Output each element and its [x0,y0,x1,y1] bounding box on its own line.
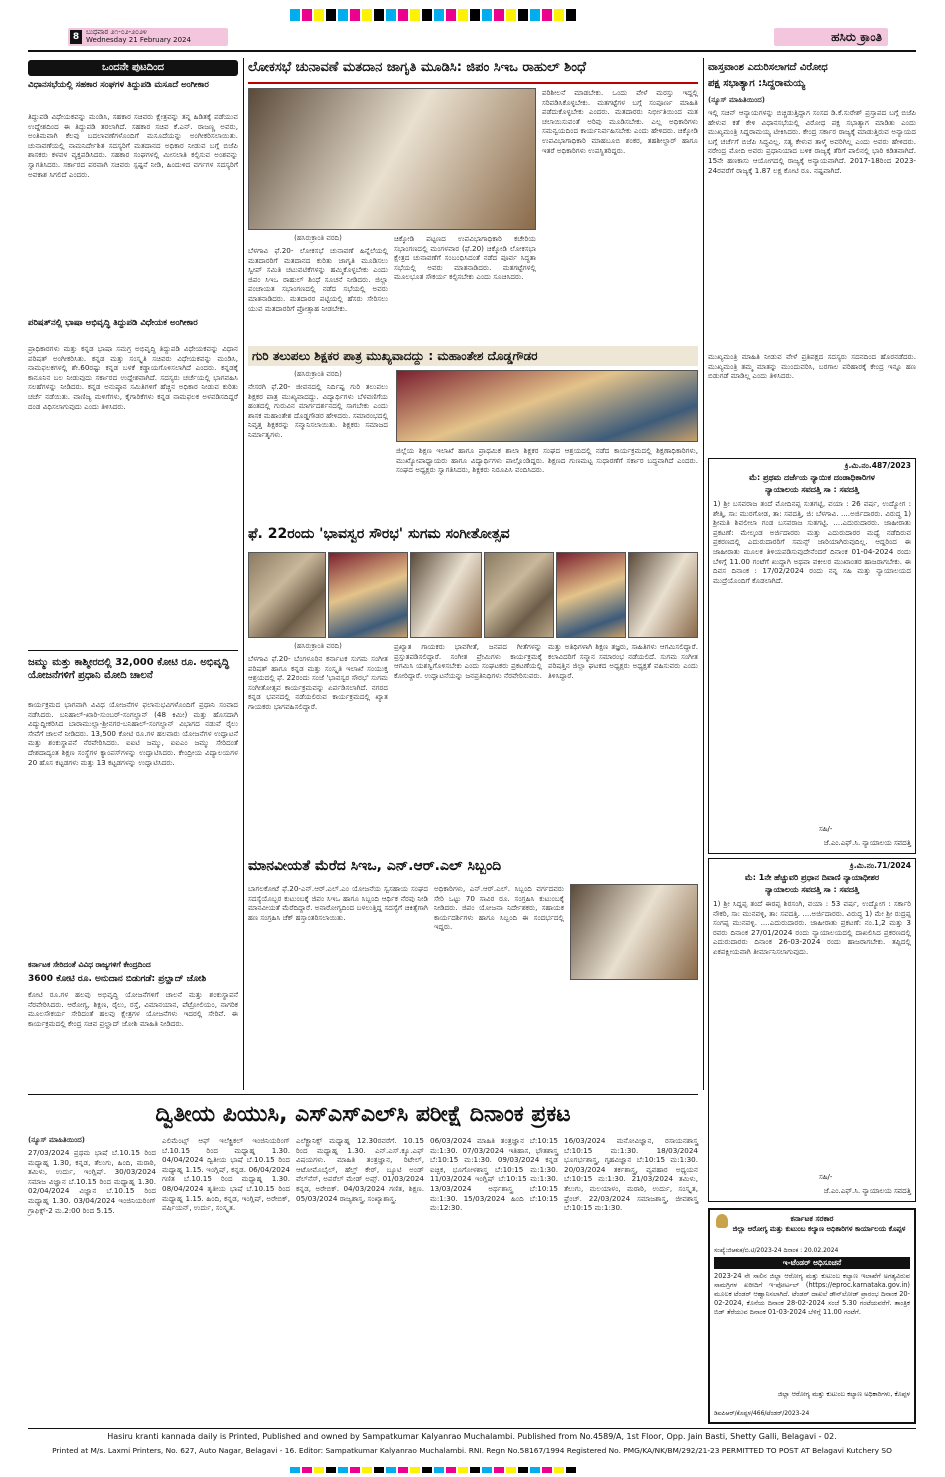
registration-swatch [290,1467,300,1473]
court-notice-2 [708,858,916,1202]
singer-photo-4 [484,552,554,638]
main4-body-1: ಬಾಗಲಕೋಟೆ ಫೆ.20-ಎನ್.ಆರ್.ಎಲ್.ಎಂ ಯೋಜನೆಯ ಸ್ವಸಹಾಯ ಸಂಘದ ಸದಸ್ಯೆಯೊಬ್ಬರ ಕುಟುಂಬಕ್ಕೆ ಜಿಪಂ ಸಿಇಒ ಹಾಗೂ ಸಿಬ್ಬಂದಿ ಆರ್ಥಿಕ ನೆರವು ನೀಡಿ ಮಾನವೀಯತೆ ಮೆರೆದಿದ್ದಾರೆ. ಅನಾರೋಗ್ಯದಿಂದ ಬಳಲುತ್ತಿದ್ದ ಸದಸ್ಯೆಗೆ ಚಿಕಿತ್ಸೆಗಾಗಿ ಹಣ ಸಂಗ್ರಹಿಸಿ ಚೆಕ್ ಹಸ್ತಾಂತರಿಸಲಾಯಿತು. [248,884,431,922]
registration-swatch [470,9,480,21]
notice2-sign-1: ಸಹಿ/- [819,1173,833,1181]
notice1-sign-2: ಜೆ.ಎಂ.ಎಫ್.ಸಿ. ನ್ಯಾಯಾಲಯ ಸವದತ್ತಿ [823,839,911,847]
col1-body-3: ಕಾರ್ಯಕ್ರಮದ ಭಾಗವಾಗಿ ವಿವಿಧ ಯೋಜನೆಗಳ ಫಲಾನುಭವಿಗಳೊಂದಿಗೆ ಪ್ರಧಾನಿ ಸಂವಾದ ನಡೆಸಿದರು. ಬನಿಹಾಲ್-ಖಾರಿ-ಸುಂಬರ್-ಸಂಗಲ್ದಾನ್ (48 ಕಿಮೀ) ಮತ್ತು ಹೊಸದಾಗಿ ವಿದ್ಯುದ್ದೀಕರಿಸಿದ ಬಾರಾಮುಲ್ಲಾ-ಶ್ರೀನಗರ-ಬನಿಹಾಲ್-ಸಂಗಲ್ದಾನ್ ವಿಭಾಗದ ನಡುವೆ ರೈಲು ಸೇವೆಗೆ ಚಾಲನೆ ನೀಡಿದರು. 13,500 ಕೋಟಿ ರೂ.ಗಳ ಹಲವಾರು ಯೋಜನೆಗಳ ಉದ್ಘಾಟನೆ ಮತ್ತು ಶಂಕುಸ್ಥಾಪನೆ ನೆರವೇರಿಸಿದರು. ಐಐಟಿ ಜಮ್ಮು, ಐಐಎಂ ಜಮ್ಮು ಸೇರಿದಂತೆ ದೇಶದಾದ್ಯಂತ ಶಿಕ್ಷಣ ಸಂಸ್ಥೆಗಳ ಕ್ಯಾಂಪಸ್‌ಗಳನ್ನು ಉದ್ಘಾಟಿಸಿದರು. ಕೇಂದ್ರೀಯ ವಿದ್ಯಾಲಯಗಳ 20 ಹೊಸ ಕಟ್ಟಡಗಳು ಮತ್ತು 13 ಕಟ್ಟಡಗಳನ್ನು ಉದ್ಘಾಟಿಸಿದರು. [28,700,241,767]
registration-swatch [314,9,324,21]
notice2-court-2: ನ್ಯಾಯಾಲಯ ಸವದತ್ತಿ ಸಾ : ಸವದತ್ತಿ [765,885,859,894]
col1-headline-3: ಜಮ್ಮು ಮತ್ತು ಕಾಶ್ಮೀರದಲ್ಲಿ 32,000 ಕೋಟಿ ರೂ. ಅಭಿವೃದ್ಧಿ ಯೋಜನೆಗಳಿಗೆ ಪ್ರಧಾನಿ ಮೋದಿ ಚಾಲನೆ [28,657,230,681]
exam-col-1: 27/03/2024 ಪ್ರಥಮ ಭಾಷೆ ಬೆ.10.15 ರಿಂದ ಮಧ್ಯಾಹ್ನ 1.30, ಕನ್ನಡ, ತೆಲುಗು, ಹಿಂದಿ, ಮರಾಠಿ, ತಮಿಳು, ಉರ್ದು, ಇಂಗ್ಲಿಷ್. 30/03/2024 ಸಮಾಜ ವಿಜ್ಞಾನ ಬೆ.10.15 ರಿಂದ ಮಧ್ಯಾಹ್ನ 1.30. 02/04/2024 ವಿಜ್ಞಾನ ಬೆ.10.15 ರಿಂದ ಮಧ್ಯಾಹ್ನ 1.30. 03/04/2024 ಇಂಜಿನಿಯರಿಂಗ್ ಗ್ರಾಫಿಕ್ಸ್-2 ಮ.2:00 ರಿಂದ 5.15. [28,1148,159,1215]
paper-name: ಹಸಿರು ಕ್ರಾಂತಿ [774,28,888,46]
main1-body-2: ಚಿಕ್ಕೋಡಿ ಪಟ್ಟಣದ ಉಪವಿಭಾಗಾಧಿಕಾರಿ ಕಚೇರಿಯ ಸಭಾಂಗಣದಲ್ಲಿ ಮಂಗಳವಾರ (ಫೆ.20) ಚಿಕ್ಕೋಡಿ ಲೋಕಸಭಾ ಕ್ಷೇತ್ರದ ಚುನಾವಣೆಗೆ ಸಂಬಂಧಿಸಿದಂತೆ ನಡೆದ ಪೂರ್ವ ಸಿದ್ಧತಾ ಸಭೆಯಲ್ಲಿ ಅವರು ಮಾತನಾಡಿದರು. ಮತಗಟ್ಟೆಗಳಲ್ಲಿ ಮೂಲಭೂತ ಸೌಕರ್ಯ ಕಲ್ಪಿಸಬೇಕು ಎಂದು ಸೂಚಿಸಿದರು. [394,234,539,282]
notice2-case-no: ಕ್ರಿ.ಮಿ.ನಂ.71/2024 [849,861,911,870]
main1-photo [248,88,536,230]
notice3-dept: ಜಿಲ್ಲಾ ಆರೋಗ್ಯ ಮತ್ತು ಕುಟುಂಬ ಕಲ್ಯಾಣ ಅಧಿಕಾರಿಗಳ ಕಾರ್ಯಾಲಯ ಕೊಪ್ಪಳ [732,1225,906,1233]
exam-headline: ದ್ವಿತೀಯ ಪಿಯುಸಿ, ಎಸ್‌ಎಸ್‌ಎಲ್‌ಸಿ ಪರೀಕ್ಷೆ ದಿನಾಂಕ ಪ್ರಕಟ [155,1102,571,1127]
date-english: Wednesday 21 February 2024 [86,36,191,44]
exam-top-rule [28,1094,698,1095]
registration-swatch [350,9,360,21]
registration-swatch [470,1467,480,1473]
right1-body-1: ಇಲ್ಲಿ ಸಚಿನ್ ಆನ್ಯಾಯಗಳನ್ನು ಬಿಚ್ಚಿಡುತ್ತಿದ್ದಾಗ ಸಂಸದ ಡಿ.ಕೆ.ಸುರೇಶ್ ಪ್ರಸ್ತಾಪದ ಬಗ್ಗೆ ಬಿಜೆಪಿ ಹೇಳುವ ಕತೆ ಕೇಳಿ ವಿಧಾನಸಭೆಯಲ್ಲಿ ವಿರೋಧ ಪಕ್ಷ ಸಭಾತ್ಯಾಗ ಮಾಡಿತು ಎಂದು ಮುಖ್ಯಮಂತ್ರಿ ಸಿದ್ದರಾಮಯ್ಯ ಟೀಕಿಸಿದರು. ಕೇಂದ್ರ ಸರ್ಕಾರ ರಾಜ್ಯಕ್ಕೆ ಮಾಡುತ್ತಿರುವ ಅನ್ಯಾಯದ ಬಗ್ಗೆ ಚರ್ಚೆಗೆ ಬಿಜೆಪಿ ಸಿದ್ಧವಿಲ್ಲ. ಸತ್ಯ ಕೇಳುವ ತಾಳ್ಮೆ ಅವರಿಗಿಲ್ಲ ಎಂದು ಅವರು ಹೇಳಿದರು. ನರೇಂದ್ರ ಮೋದಿ ಅವರು ಪ್ರಧಾನಿಯಾದ ಬಳಿಕ ರಾಜ್ಯಕ್ಕೆ ತೆರಿಗೆ ಪಾಲಿನಲ್ಲಿ ಭಾರಿ ಕಡಿತವಾಗಿದೆ. 15ನೇ ಹಣಕಾಸು ಆಯೋಗದಲ್ಲಿ ರಾಜ್ಯಕ್ಕೆ ಅನ್ಯಾಯವಾಗಿದೆ. 2017-18ರಿಂದ 2023-24ರವರೆಗೆ ರಾಜ್ಯಕ್ಕೆ 1.87 ಲಕ್ಷ ಕೋಟಿ ರೂ. ನಷ್ಟವಾಗಿದೆ. [708,108,919,175]
singer-photo-6 [628,552,698,638]
date-kannada: ಬುಧವಾರ ೨೧-೦೨-೨೦೨೪ [86,28,147,36]
registration-swatch [362,1467,372,1473]
main4-headline: ಮಾನವೀಯತೆ ಮೆರೆದ ಸಿಇಒ, ಎನ್.ಆರ್.ಎಲ್ ಸಿಬ್ಬಂದಿ [248,858,502,874]
col1-headline-4b: 3600 ಕೋಟಿ ರೂ. ಅನುದಾನ ಬಿಡುಗಡೆ: ಪ್ರಲ್ಹಾದ್ ಜೋಶಿ [28,974,207,984]
registration-swatch [338,9,348,21]
notice3-footer: ಡಿಐಪಿಆರ್/ಕೊಪ್ಪಳ/466/ಟೆಂಡರ್/2023-24 [714,1410,810,1417]
main3-body-2: ಪ್ರಖ್ಯಾತ ಗಾಯಕರು ಭಾವಗೀತೆ, ಜನಪದ ಗೀತೆಗಳನ್ನು ಪ್ರಸ್ತುತಪಡಿಸಲಿದ್ದಾರೆ. ಸಂಗೀತ ಪ್ರೇಮಿಗಳು ಕಾರ್ಯಕ್ರಮಕ್ಕೆ ಆಗಮಿಸಿ ಯಶಸ್ವಿಗೊಳಿಸಬೇಕು ಎಂದು ಸಂಘಟಕರು ಪ್ರಕಟಣೆಯಲ್ಲಿ ಕೋರಿದ್ದಾರೆ. ಉದ್ಘಾಟನೆಯನ್ನು ಜನಪ್ರತಿನಿಧಿಗಳು ನೆರವೇರಿಸುವರು. [394,642,545,680]
registration-swatch [494,9,504,21]
registration-swatch [518,9,528,21]
registration-swatch [374,1467,384,1473]
registration-swatch [446,9,456,21]
main3-photo-strip [248,552,698,638]
registration-swatch [494,1467,504,1473]
registration-swatch [410,1467,420,1473]
singer-photo-3 [410,552,482,638]
section-tag: ಒಂದನೇ ಪುಟದಿಂದ [28,60,238,76]
notice1-court-1: ಮೆ: ಪ್ರಥಮ ದರ್ಜೆಯ ನ್ಯಾಯಿಕ ದಂಡಾಧಿಕಾರಿಗಳ [749,473,875,482]
main2-body-2: ಜಿಲ್ಲೆಯ ಶಿಕ್ಷಣ ಇಲಾಖೆ ಹಾಗೂ ಪ್ರಾಥಮಿಕ ಶಾಲಾ ಶಿಕ್ಷಕರ ಸಂಘದ ಆಶ್ರಯದಲ್ಲಿ ನಡೆದ ಕಾರ್ಯಕ್ರಮದಲ್ಲಿ ಶಿಕ್ಷಣಾಧಿಕಾರಿಗಳು, ಮುಖ್ಯೋಪಾಧ್ಯಾಯರು ಹಾಗೂ ವಿದ್ಯಾರ್ಥಿಗಳು ಪಾಲ್ಗೊಂಡಿದ್ದರು. ಶಿಕ್ಷಣದ ಗುಣಮಟ್ಟ ಸುಧಾರಣೆಗೆ ಸರ್ಕಾರ ಬದ್ಧವಾಗಿದೆ ಎಂದರು. ಸಂಘದ ಅಧ್ಯಕ್ಷರು ಸ್ವಾಗತಿಸಿದರು, ಶಿಕ್ಷಕರು ನಿರೂಪಿಸಿ ವಂದಿಸಿದರು. [396,446,701,475]
notice3-title: ಇ-ಟೆಂಡರ್ ಅಧಿಸೂಚನೆ [714,1257,910,1269]
main3-headline: ಫೆ. 22ರಂದು 'ಭಾವಸ್ವರ ಸೌರಭ' ಸುಗಮ ಸಂಗೀತೋತ್ಸವ [248,526,510,542]
registration-swatch [482,1467,492,1473]
notice3-body: 2023-24 ನೇ ಸಾಲಿನ ಜಿಲ್ಲಾ ಆರೋಗ್ಯ ಮತ್ತು ಕುಟುಂಬ ಕಲ್ಯಾಣ ಇಲಾಖೆಗೆ ಅಗತ್ಯವಿರುವ ಸಾಮಗ್ರಿಗಳ ಖರೀದಿಗೆ ಇ-ಪೋರ್ಟಲ್ (https://eproc.karnataka.gov.in) ಮೂಲಕ ಟೆಂಡರ್ ಆಹ್ವಾನಿಸಲಾಗಿದೆ. ಟೆಂಡರ್ ದಾಖಲೆ ಡೌನ್‌ಲೋಡ್ ಪ್ರಾರಂಭ ದಿನಾಂಕ 20-02-2024, ಕೊನೆಯ ದಿನಾಂಕ 28-02-2024 ಸಂಜೆ 5.30 ಗಂಟೆಯವರೆಗೆ. ತಾಂತ್ರಿಕ ಬಿಡ್ ತೆರೆಯುವ ದಿನಾಂಕ 01-03-2024 ಬೆಳಿಗ್ಗೆ 11.00 ಗಂಟೆಗೆ. [714,1272,913,1316]
registration-swatch [518,1467,528,1473]
exam-lead: (ನ್ಯೂಸ್ ಮಾಹಿತಿಯಿಂದ) [28,1136,85,1144]
main1-underline [248,82,698,84]
main2-photo [396,370,698,442]
right1-body-2: ಮುಖ್ಯಮಂತ್ರಿ ಮಾಹಿತಿ ನೀಡುವ ವೇಳೆ ಪ್ರತಿಪಕ್ಷದ ಸದಸ್ಯರು ಸದನದಿಂದ ಹೊರನಡೆದರು. ಮುಖ್ಯಮಂತ್ರಿ ತಮ್ಮ ಮಾತನ್ನು ಮುಂದುವರಿಸಿ, ಬರಗಾಲ ಪರಿಹಾರಕ್ಕೆ ಕೇಂದ್ರ ಇನ್ನೂ ಹಣ ಬಿಡುಗಡೆ ಮಾಡಿಲ್ಲ ಎಂದು ತಿಳಿಸಿದರು. [708,352,919,381]
registration-swatch [326,1467,336,1473]
registration-swatch [398,1467,408,1473]
col-divider-1 [243,58,244,1090]
registration-swatch [386,1467,396,1473]
registration-swatch [542,1467,552,1473]
registration-marks-bottom [290,1458,650,1464]
main1-dateline: (ಹಸಿರುಕ್ರಾಂತಿ ವರದಿ) [294,234,342,242]
footer-rule [28,1428,916,1429]
exam-col-3: ಎಲೆಕ್ಟ್ರಾನಿಕ್ಸ್ ಮಧ್ಯಾಹ್ನ 12.30ರವರೆಗೆ. 10.15 ರಿಂದ ಮಧ್ಯಾಹ್ನ 1.30. ಎನ್.ಎಸ್.ಕ್ಯೂ.ಎಫ್ ವಿಷಯಗಳು. ಮಾಹಿತಿ ತಂತ್ರಜ್ಞಾನ, ರಿಟೇಲ್, ಆಟೋಮೊಬೈಲ್, ಹೆಲ್ತ್ ಕೇರ್, ಬ್ಯೂಟಿ ಅಂಡ್ ವೆಲ್‌ನೆಸ್, ಅಪರೆಲ್ ಮೇಡ್ ಅಪ್ಸ್. 01/03/2024 ಕನ್ನಡ, ಅರೇಬಿಕ್. 04/03/2024 ಗಣಿತ, ಶಿಕ್ಷಣ. 05/03/2024 ರಾಜ್ಯಶಾಸ್ತ್ರ, ಸಂಖ್ಯಾಶಾಸ್ತ್ರ. [296,1136,427,1203]
notice2-court-1: ಮೆ: 1ನೇ ಹೆಚ್ಚುವರಿ ಪ್ರಧಾನ ದಿವಾಣಿ ನ್ಯಾಯಾಧೀಶರ [744,873,880,882]
registration-swatch [422,1467,432,1473]
notice1-case-no: ಕ್ರಿ.ಮಿ.ನಂ.487/2023 [844,461,911,470]
registration-swatch [350,1467,360,1473]
registration-swatch [326,9,336,21]
notice3-gov: ಕರ್ನಾಟಕ ಸರಕಾರ [790,1214,834,1223]
registration-marks-top [290,6,650,18]
notice1-body: 1) ಶ್ರೀ ಬಸವರಾಜ ತಂದೆ ಮೋದಿನಪ್ಪ ಸುತಗಟ್ಟಿ, ವಯಾ : 26 ವರ್ಷ, ಉದ್ಯೋಗ : ಶೇತ್ಕಿ, ಸಾ: ಮುರಗೋಡ, ತಾ: ಸವದತ್ತಿ, ಜಿ: ಬೆಳಗಾವಿ. ....ಅರ್ಜಿದಾರರು. ವಿರುದ್ಧ 1) ಶ್ರೀಮತಿ ಶಿವಲೀಲಾ ಗಂಡ ಬಸವರಾಜ ಸುತಗಟ್ಟಿ. ....ಎದುರುದಾರರು. ಜಾಹೀರಾತು ಪ್ರಕಟಣೆ: ಮೇಲ್ಕಂಡ ಅರ್ಜಿದಾರರು ಮತ್ತು ಎದುರುದಾರರ ಮಧ್ಯೆ ನಡೆದಿರುವ ಪ್ರಕರಣದಲ್ಲಿ ಎದುರುದಾರರಿಗೆ ಸಮನ್ಸ್ ಜಾರಿಯಾಗಿರುವುದಿಲ್ಲ. ಆದ್ದರಿಂದ ಈ ಜಾಹೀರಾತು ಮೂಲಕ ತಿಳಿಯಪಡಿಸುವುದೇನೆಂದರೆ ದಿನಾಂಕ 01-04-2024 ರಂದು ಬೆಳಿಗ್ಗೆ 11.00 ಗಂಟೆಗೆ ಖುದ್ದಾಗಿ ಅಥವಾ ವಕೀಲರ ಮುಖಾಂತರ ಹಾಜರಾಗಬೇಕು. ಈ ದಿವಸ ದಿನಾಂಕ : 17/02/2024 ರಂದು ನನ್ನ ಸಹಿ ಮತ್ತು ನ್ಯಾಯಾಲಯದ ಮುದ್ರೆಯೊಂದಿಗೆ ಕೊಡಲಾಗಿದೆ. [713,499,914,585]
registration-swatch [530,1467,540,1473]
notice2-body: 1) ಶ್ರೀ ಸಿದ್ದಪ್ಪ ತಂದೆ ಈರಪ್ಪ ಶಿರಸಂಗಿ, ವಯಾ : 53 ವರ್ಷ, ಉದ್ಯೋಗ : ಸರ್ಕಾರಿ ನೌಕರಿ, ಸಾ: ಮುನವಳ್ಳಿ, ತಾ: ಸವದತ್ತಿ. ....ಅರ್ಜಿದಾರರು. ವಿರುದ್ಧ 1) ಮೇ ಶ್ರೀ ರುದ್ರಪ್ಪ ಸಂಗಪ್ಪ ಮುನವಳ್ಳಿ. ....ಎದುರುದಾರರು. ಜಾಹೀರಾತು ಪ್ರಕಟಣೆ: ನಂ.1,2 ಮತ್ತು 3 ರವರು ದಿನಾಂಕ 27/01/2024 ರಂದು ನ್ಯಾಯಾಲಯದಲ್ಲಿ ದಾಖಲಿಸಿದ ಪ್ರಕರಣದಲ್ಲಿ ಎದುರುದಾರರು ದಿನಾಂಕ 26-03-2024 ರಂದು ಹಾಜರಾಗಬೇಕು. ತಪ್ಪಿದಲ್ಲಿ ಏಕಪಕ್ಷೀಯವಾಗಿ ತೀರ್ಮಾನಿಸಲಾಗುವುದು. [713,899,914,956]
registration-swatch [434,1467,444,1473]
singer-photo-5 [556,552,626,638]
registration-swatch [566,1467,576,1473]
notice3-ref: ಸಂಖ್ಯೆ:ಜಿಆಕುಕ/ಬಿ.ಟಿ/2023-24 ದಿನಾಂಕ : 20.02.2024 [714,1247,839,1254]
right1-headline-1: ವಾಸ್ತವಾಂಶ ಎದುರಿಸಲಾಗದೆ ವಿರೋಧ [708,62,828,73]
registration-swatch [446,1467,456,1473]
registration-swatch [458,1467,468,1473]
main2-dateline: (ಹಸಿರುಕ್ರಾಂತಿ ವರದಿ) [294,370,342,378]
main3-body-3: ಮತ್ತು ಅತಿಥಿಗಳಾಗಿ ಶಿಕ್ಷಣ ತಜ್ಞರು, ಸಾಹಿತಿಗಳು ಆಗಮಿಸಲಿದ್ದಾರೆ. ಕಲಾವಿದರಿಗೆ ಸನ್ಮಾನ ಸಮಾರಂಭ ನಡೆಯಲಿದೆ. ಸುಗಮ ಸಂಗೀತ ಪರಿಷತ್ತಿನ ಜಿಲ್ಲಾ ಘಟಕದ ಅಧ್ಯಕ್ಷರು ಅಧ್ಯಕ್ಷತೆ ವಹಿಸುವರು ಎಂದು ತಿಳಿಸಿದ್ದಾರೆ. [548,642,701,680]
main1-body-1: ಬೆಳಗಾವಿ ಫೆ.20- ಲೋಕಸಭೆ ಚುನಾವಣೆ ಹಿನ್ನೆಲೆಯಲ್ಲಿ ಮತದಾರರಿಗೆ ಮತದಾನದ ಕುರಿತು ಜಾಗೃತಿ ಮೂಡಿಸಲು ಸ್ವೀಪ್ ಸಮಿತಿ ಚಟುವಟಿಕೆಗಳನ್ನು ಹಮ್ಮಿಕೊಳ್ಳಬೇಕು ಎಂದು ಜಿಪಂ ಸಿಇಒ ರಾಹುಲ್ ಶಿಂಧೆ ಸೂಚನೆ ನೀಡಿದರು. ಜಿಲ್ಲಾ ಪಂಚಾಯತ ಸಭಾಂಗಣದಲ್ಲಿ ನಡೆದ ಸಭೆಯಲ್ಲಿ ಅವರು ಮಾತನಾಡಿದರು. ಮತದಾರರ ಪಟ್ಟಿಯಲ್ಲಿ ಹೆಸರು ಸೇರಿಸಲು ಯುವ ಮತದಾರರಿಗೆ ಪ್ರೋತ್ಸಾಹ ನೀಡಬೇಕು. [248,246,391,313]
registration-swatch [554,1467,564,1473]
col1-body-4: ಕೋಟಿ ರೂ.ಗಳ ಹಲವು ಅಭಿವೃದ್ಧಿ ಯೋಜನೆಗಳಿಗೆ ಚಾಲನೆ ಮತ್ತು ಶಂಕುಸ್ಥಾಪನೆ ನೆರವೇರಿಸಿದರು. ಆರೋಗ್ಯ, ಶಿಕ್ಷಣ, ರೈಲು, ರಸ್ತೆ, ವಿಮಾನಯಾನ, ಪೆಟ್ರೋಲಿಯಂ, ನಾಗರಿಕ ಮೂಲಸೌಕರ್ಯ ಸೇರಿದಂತೆ ಹಲವು ಕ್ಷೇತ್ರಗಳ ಯೋಜನೆಗಳು ಇದರಲ್ಲಿ ಸೇರಿವೆ. ಈ ಕಾರ್ಯಕ್ರಮದಲ್ಲಿ ಕೇಂದ್ರ ಸಚಿವ ಪ್ರಲ್ಹಾದ್ ಜೋಶಿ ಮಾಹಿತಿ ನೀಡಿದರು. [28,990,241,1028]
footer-line-2: Printed at M/s. Laxmi Printers, No. 627, Auto Nagar, Belagavi - 16. Editor: Sampatkumar Kalyanrao Muchalambi. RNI. Regn No.58167/1994 Registered No. PMG/KA/NK/BM/292/21-23 PERMITTED TO POST AT Belagavi Kutchery SO [52,1446,892,1455]
singer-photo-2 [328,552,408,638]
page-number: 8 [70,30,82,44]
registration-swatch [338,1467,348,1473]
notice1-sign-1: ಸಹಿ/- [819,825,833,833]
registration-swatch [434,9,444,21]
tender-notice [708,1208,916,1424]
registration-swatch [542,9,552,21]
registration-swatch [410,9,420,21]
masthead-rule [28,50,916,52]
registration-swatch [314,1467,324,1473]
exam-col-4: 06/03/2024 ಮಾಹಿತಿ ತಂತ್ರಜ್ಞಾನ ಬೆ:10:15 ಮ:1:30. 07/03/2024 ಇತಿಹಾಸ, ಭೌತಶಾಸ್ತ್ರ ಬೆ:10:15 ಮ:1:30. 09/03/2024 ಕನ್ನಡ ಐಚ್ಛಿಕ, ಭೂಗೋಳಶಾಸ್ತ್ರ ಬೆ:10:15 ಮ:1:30. 11/03/2024 ಇಂಗ್ಲಿಷ್ ಬೆ:10:15 ಮ:1:30. 13/03/2024 ಅರ್ಥಶಾಸ್ತ್ರ ಬೆ:10:15 ಮ:1:30. 15/03/2024 ಹಿಂದಿ ಬೆ:10:15 ಮ:12:30. [430,1136,561,1213]
registration-swatch [506,1467,516,1473]
right1-headline-2: ಪಕ್ಷ ಸಭಾತ್ಯಾಗ :ಸಿದ್ದರಾಮಯ್ಯ [708,78,806,89]
col1-headline-2: ಪರಿಷತ್‌ನಲ್ಲಿ ಭಾಷಾ ಅಭಿವೃದ್ಧಿ ತಿದ್ದುಪಡಿ ವಿಧೇಯಕ ಅಂಗೀಕಾರ [28,318,198,328]
notice3-sign: ಜಿಲ್ಲಾ ಆರೋಗ್ಯ ಮತ್ತು ಕುಟುಂಬ ಕಲ್ಯಾಣ ಅಧಿಕಾರಿಗಳು, ಕೊಪ್ಪಳ [777,1390,910,1398]
registration-swatch [530,9,540,21]
registration-swatch [302,1467,312,1473]
col1-divider [28,650,238,651]
registration-swatch [458,9,468,21]
registration-swatch [554,9,564,21]
footer-line-1: Hasiru kranti kannada daily is Printed, Published and owned by Sampatkumar Kalyanrao Muchalambi. Published from No.4589/A, 1st Floor, Opp. Jain Basti, Shetty Galli, Belagavi - 02. [107,1432,837,1441]
exam-col-2: ಎಲಿಮೆಂಟ್ಸ್ ಆಫ್ ಇಲೆಕ್ಟ್ರಿಕಲ್ ಇಂಜಿನಿಯರಿಂಗ್ ಬೆ.10.15 ರಿಂದ ಮಧ್ಯಾಹ್ನ 1.30. 04/04/2024 ದ್ವಿತೀಯ ಭಾಷೆ ಬೆ.10.15 ರಿಂದ ಮಧ್ಯಾಹ್ನ 1.15. ಇಂಗ್ಲಿಷ್, ಕನ್ನಡ. 06/04/2024 ಗಣಿತ ಬೆ.10.15 ರಿಂದ ಮಧ್ಯಾಹ್ನ 1.30. 08/04/2024 ತೃತೀಯ ಭಾಷೆ ಬೆ.10.15 ರಿಂದ ಮಧ್ಯಾಹ್ನ 1.15. ಹಿಂದಿ, ಕನ್ನಡ, ಇಂಗ್ಲಿಷ್, ಅರೇಬಿಕ್, ಪರ್ಷಿಯನ್, ಉರ್ದು, ಸಂಸ್ಕೃತ. [162,1136,293,1213]
registration-swatch [362,9,372,21]
main2-body-1: ನೇಸರಗಿ ಫೆ.20- ಜೀವನದಲ್ಲಿ ನಿರ್ದಿಷ್ಟ ಗುರಿ ತಲುಪಲು ಶಿಕ್ಷಕರ ಪಾತ್ರ ಮುಖ್ಯವಾದದ್ದು. ವಿದ್ಯಾರ್ಥಿಗಳು ಬೆಳವಣಿಗೆಯ ಹಂತದಲ್ಲಿ ಗುರುವಿನ ಮಾರ್ಗದರ್ಶನದಲ್ಲಿ ಸಾಗಬೇಕು ಎಂದು ಶಾಸಕ ಮಹಾಂತೇಶ ದೊಡ್ಡಗೌಡರ ಹೇಳಿದರು. ಸಮಾರಂಭದಲ್ಲಿ ನಿವೃತ್ತ ಶಿಕ್ಷಕರನ್ನು ಸನ್ಮಾನಿಸಲಾಯಿತು. ಶಿಕ್ಷಕರು ಸಮಾಜದ ನಿರ್ಮಾತೃಗಳು. [248,382,391,439]
registration-swatch [482,9,492,21]
masthead-left [68,28,228,46]
notice1-court-2: ನ್ಯಾಯಾಲಯ ಸವದತ್ತಿ ಸಾ : ಸವದತ್ತಿ [765,485,859,494]
singer-photo-1 [248,552,326,638]
registration-swatch [290,9,300,21]
registration-swatch [374,9,384,21]
registration-swatch [422,9,432,21]
registration-swatch [398,9,408,21]
col1-headline-1: ವಿಧಾನಸಭೆಯಲ್ಲಿ ಸಹಕಾರ ಸಂಘಗಳ ತಿದ್ದುಪಡಿ ಮಸೂದೆ ಅಂಗೀಕಾರ [28,80,209,90]
col1-headline-4a: ಕರ್ನಾಟಕ ಸೇರಿದಂತೆ ವಿವಿಧ ರಾಜ್ಯಗಳಿಗೆ ಕೇಂದ್ರದಿಂದ [28,960,151,969]
main3-body-1: ಬೆಳಗಾವಿ ಫೆ.20- ಬೆಂಗಳೂರಿನ ಕರ್ನಾಟಕ ಸುಗಮ ಸಂಗೀತ ಪರಿಷತ್ ಹಾಗೂ ಕನ್ನಡ ಮತ್ತು ಸಂಸ್ಕೃತಿ ಇಲಾಖೆ ಸಂಯುಕ್ತ ಆಶ್ರಯದಲ್ಲಿ ಫೆ. 22ರಂದು ಸಂಜೆ 'ಭಾವಸ್ವರ ಸೌರಭ' ಸುಗಮ ಸಂಗೀತೋತ್ಸವ ಕಾರ್ಯಕ್ರಮವನ್ನು ಏರ್ಪಡಿಸಲಾಗಿದೆ. ನಗರದ ಕನ್ನಡ ಭವನದಲ್ಲಿ ನಡೆಯಲಿರುವ ಕಾರ್ಯಕ್ರಮದಲ್ಲಿ ಖ್ಯಾತ ಗಾಯಕರು ಭಾಗವಹಿಸಲಿದ್ದಾರೆ. [248,654,391,711]
main3-dateline: (ಹಸಿರುಕ್ರಾಂತಿ ವರದಿ) [294,642,342,650]
court-notice-1 [708,458,916,854]
registration-swatch [386,9,396,21]
right1-lead: (ನ್ಯೂಸ್ ಮಾಹಿತಿಯಿಂದ) [708,96,765,104]
notice2-sign-2: ಜೆ.ಎಂ.ಎಫ್.ಸಿ. ನ್ಯಾಯಾಲಯ ಸವದತ್ತಿ [823,1187,911,1195]
col1-body-1: ತಿದ್ದುಪಡಿ ವಿಧೇಯಕವನ್ನು ಮಂಡಿಸಿ, ಸಹಕಾರ ಸಚಿವರು ಕ್ಷೇತ್ರವನ್ನು ತನ್ನ ಹಿಡಿತಕ್ಕೆ ಪಡೆಯುವ ಉದ್ದೇಶದಿಂದ ಈ ತಿದ್ದುಪಡಿ ತರಲಾಗಿದೆ. ಸಹಕಾರ ಸಚಿವ ಕೆ.ಎನ್. ರಾಜಣ್ಣ ಅವರು, ಅಂತಿಮವಾಗಿ ಕೆಲವು ಬದಲಾವಣೆಗಳೊಂದಿಗೆ ಮಸೂದೆಯನ್ನು ಅಂಗೀಕರಿಸಲಾಯಿತು. ಚುನಾವಣೆಯಲ್ಲಿ ನಾಮನಿರ್ದೇಶಿತ ಸದಸ್ಯರಿಗೆ ಮತದಾನದ ಅಧಿಕಾರ ನೀಡುವ ಬಗ್ಗೆ ಬಿಜೆಪಿ ಶಾಸಕರು ಕಳವಳ ವ್ಯಕ್ತಪಡಿಸಿದರು. ಸಹಕಾರ ಸಂಘಗಳಲ್ಲಿ ಮೀಸಲಾತಿ ಕಲ್ಪಿಸುವ ಅಂಶವನ್ನು ಸ್ವಾಗತಿಸಿದರು. ಸರ್ಕಾರದ ಪರವಾಗಿ ಸಚಿವರು ಸ್ಪಷ್ಟನೆ ನೀಡಿ, ಹಿಂದುಳಿದ ವರ್ಗಗಳ ಸದಸ್ಯರಿಗೆ ಅವಕಾಶ ಸಿಗಲಿದೆ ಎಂದರು. [28,112,241,179]
main1-headline: ಲೋಕಸಭೆ ಚುನಾವಣೆ ಮತದಾನ ಜಾಗೃತಿ ಮೂಡಿಸಿ: ಜಿಪಂ ಸಿಇಒ ರಾಹುಲ್ ಶಿಂಧೆ [248,60,586,75]
registration-swatch [302,9,312,21]
registration-swatch [506,9,516,21]
col1-body-2: ಪ್ರಾಧಿಕಾರಗಳು ಮತ್ತು ಕನ್ನಡ ಭಾಷಾ ಸಮಗ್ರ ಅಭಿವೃದ್ಧಿ ತಿದ್ದುಪಡಿ ವಿಧೇಯಕವನ್ನು ವಿಧಾನ ಪರಿಷತ್ ಅಂಗೀಕರಿಸಿತು. ಕನ್ನಡ ಮತ್ತು ಸಂಸ್ಕೃತಿ ಸಚಿವರು ವಿಧೇಯಕವನ್ನು ಮಂಡಿಸಿ, ನಾಮಫಲಕಗಳಲ್ಲಿ ಶೇ.60ರಷ್ಟು ಕನ್ನಡ ಬಳಕೆ ಕಡ್ಡಾಯಗೊಳಿಸಲಾಗಿದೆ ಎಂದರು. ಕನ್ನಡಕ್ಕೆ ಕಾನೂನಿನ ಬಲ ನೀಡುವುದು ಸರ್ಕಾರದ ಉದ್ದೇಶವಾಗಿದೆ. ಸದಸ್ಯರು ಚರ್ಚೆಯಲ್ಲಿ ಭಾಗವಹಿಸಿ ಸಲಹೆಗಳನ್ನು ನೀಡಿದರು. ಕನ್ನಡ ಅನುಷ್ಠಾನ ಸಮಿತಿಗಳಿಗೆ ಹೆಚ್ಚಿನ ಅಧಿಕಾರ ನೀಡುವ ಕುರಿತು ಚರ್ಚೆ ನಡೆಯಿತು. ವಾಣಿಜ್ಯ ಮಳಿಗೆಗಳು, ಕೈಗಾರಿಕೆಗಳು ಕನ್ನಡ ನಾಮಫಲಕ ಅಳವಡಿಸದಿದ್ದರೆ ದಂಡ ವಿಧಿಸಲಾಗುವುದು ಎಂದು ತಿಳಿಸಿದರು. [28,344,241,411]
main4-photo [570,884,698,980]
main1-body-3: ಪರಿಶೀಲನೆ ಮಾಡಬೇಕು. ಒಂದು ವೇಳೆ ಮರಸ್ತು ಇದ್ದಲ್ಲಿ ಸರಿಪಡಿಸಿಕೊಳ್ಳಬೇಕು. ಮತಗಟ್ಟೆಗಳ ಬಗ್ಗೆ ಸಂಪೂರ್ಣ ಮಾಹಿತಿ ಪಡೆದುಕೊಳ್ಳಬೇಕು ಎಂದರು. ಮತದಾರರು ನಿರ್ಭೀತಿಯಿಂದ ಮತ ಚಲಾಯಿಸುವಂತೆ ಅರಿವು ಮೂಡಿಸಬೇಕು. ಎಲ್ಲ ಅಧಿಕಾರಿಗಳು ಸಮನ್ವಯದಿಂದ ಕಾರ್ಯನಿರ್ವಹಿಸಬೇಕು ಎಂದು ಹೇಳಿದರು. ಚಿಕ್ಕೋಡಿ ಉಪವಿಭಾಗಾಧಿಕಾರಿ ಮಾಹಬೂಬಿ ಶಂಕರ, ತಹಶೀಲ್ದಾರ್ ಹಾಗೂ ಇತರೆ ಅಧಿಕಾರಿಗಳು ಉಪಸ್ಥಿತರಿದ್ದರು. [542,88,701,155]
registration-swatch [566,9,576,21]
main2-headline: ಗುರಿ ತಲುಪಲು ಶಿಕ್ಷಕರ ಪಾತ್ರ ಮುಖ್ಯವಾದದ್ದು : ಮಹಾಂತೇಶ ದೊಡ್ಡಗೌಡರ [248,346,698,366]
exam-col-5: 16/03/2024 ಮನೋವಿಜ್ಞಾನ, ರಸಾಯನಶಾಸ್ತ್ರ ಬೆ:10:15 ಮ:1:30. 18/03/2024 ಭೂಗರ್ಭಶಾಸ್ತ್ರ, ಗೃಹವಿಜ್ಞಾನ ಬೆ:10:15 ಮ:1:30. 20/03/2024 ತರ್ಕಶಾಸ್ತ್ರ, ವ್ಯವಹಾರ ಅಧ್ಯಯನ ಬೆ:10:15 ಮ:1:30. 21/03/2024 ತಮಿಳು, ತೆಲುಗು, ಮಲಯಾಳಂ, ಮರಾಠಿ, ಉರ್ದು, ಸಂಸ್ಕೃತ, ಫ್ರೆಂಚ್. 22/03/2024 ಸಮಾಜಶಾಸ್ತ್ರ, ಜೀವಶಾಸ್ತ್ರ ಬೆ:10:15 ಮ:1:30. [564,1136,701,1213]
main4-body-2: ಅಧಿಕಾರಿಗಳು, ಎನ್.ಆರ್.ಎಲ್. ಸಿಬ್ಬಂದಿ ವರ್ಗದವರು ಸೇರಿ ಒಟ್ಟು 70 ಸಾವಿರ ರೂ. ಸಂಗ್ರಹಿಸಿ ಕುಟುಂಬಕ್ಕೆ ನೀಡಿದರು. ಜಿಪಂ ಯೋಜನಾ ನಿರ್ದೇಶಕರು, ಸಹಾಯಕ ಕಾರ್ಯದರ್ಶಿಗಳು ಹಾಗೂ ಸಿಬ್ಬಂದಿ ಈ ಸಂದರ್ಭದಲ್ಲಿ ಇದ್ದರು. [434,884,567,932]
col-divider-2 [703,58,704,1090]
